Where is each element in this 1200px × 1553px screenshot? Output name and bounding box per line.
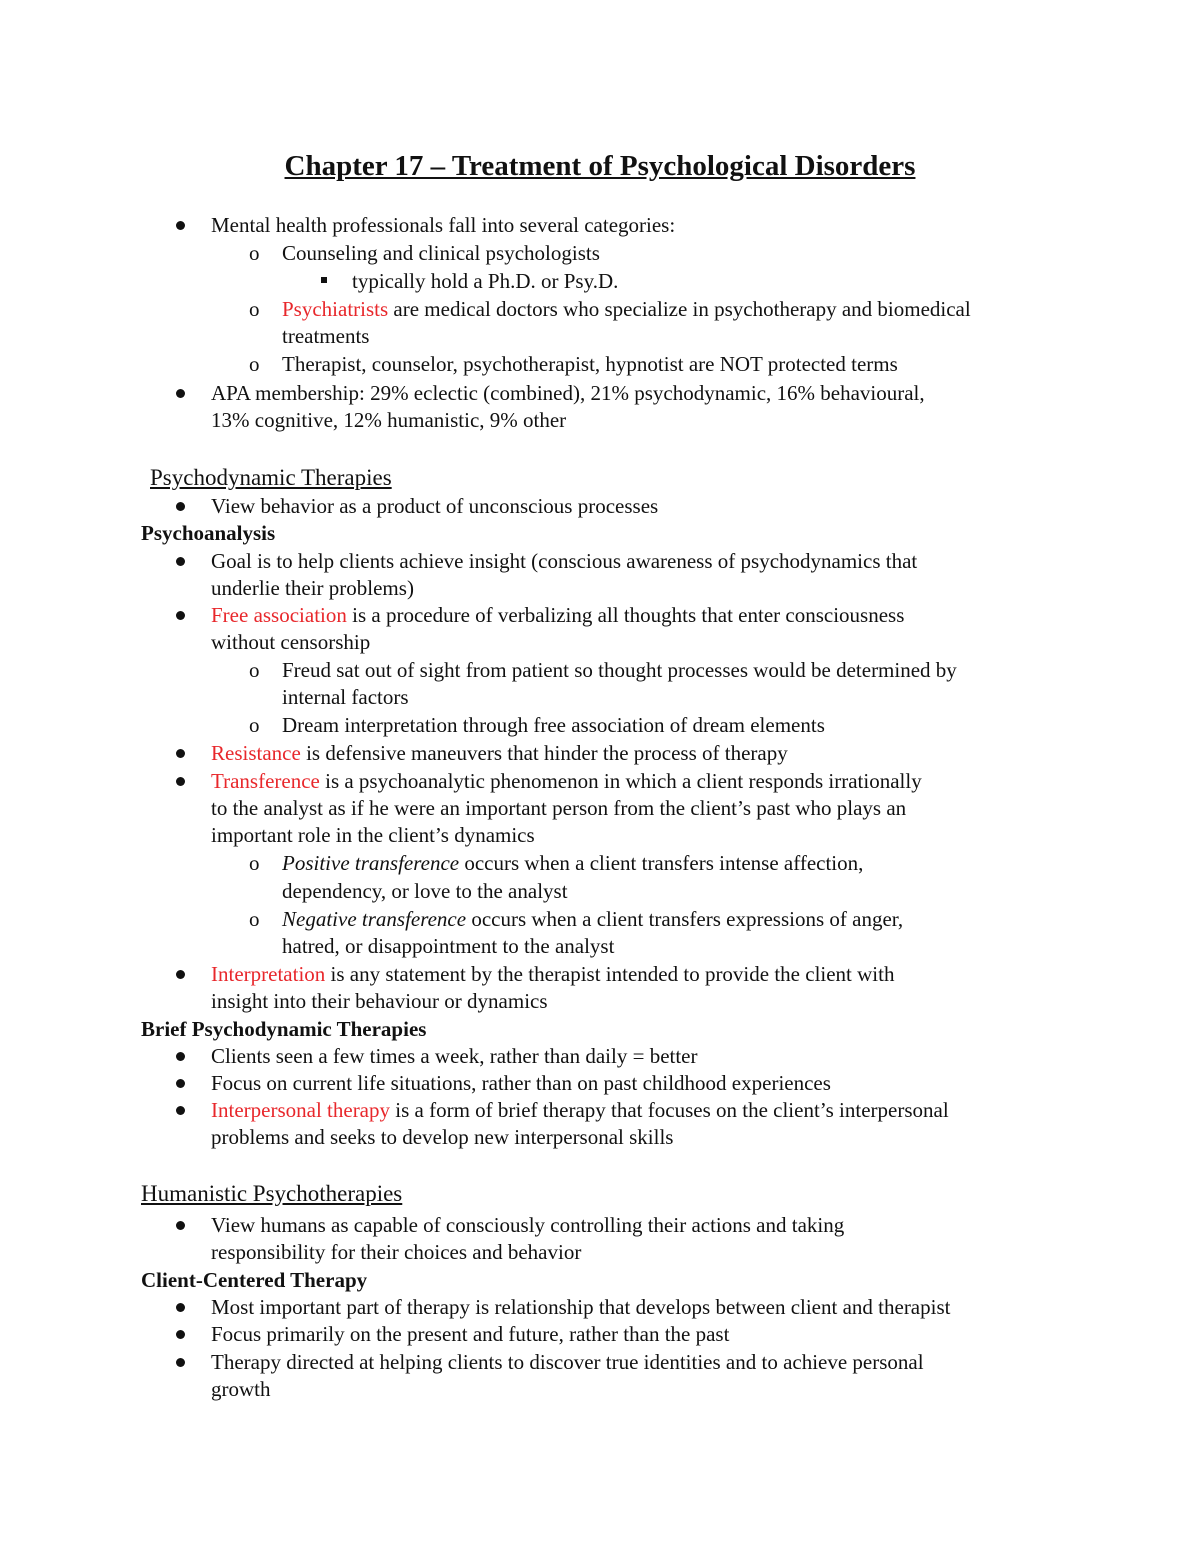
- key-term: Resistance: [211, 741, 301, 765]
- key-term: Interpersonal therapy: [211, 1098, 391, 1122]
- list-item: APA membership: 29% eclectic (combined), 21% psychodynamic, 16% behavioural,: [211, 381, 925, 405]
- bullet-disc: [176, 777, 185, 786]
- bullet-disc: [176, 1358, 185, 1367]
- key-term: Interpretation: [211, 962, 326, 986]
- bullet-disc: [176, 1052, 185, 1061]
- bullet-disc: [176, 1079, 185, 1088]
- list-item: View behavior as a product of unconscious processes: [211, 494, 659, 518]
- list-item-continued: hatred, or disappointment to the analyst: [282, 934, 615, 958]
- bullet-disc: [176, 557, 185, 566]
- bullet-circle: o: [249, 241, 260, 265]
- list-item: Transference is a psychoanalytic phenomenon in which a client responds irrationally: [211, 769, 922, 793]
- list-item-continued: responsibility for their choices and behavior: [211, 1240, 582, 1264]
- list-item: Negative transference occurs when a client transfers expressions of anger,: [282, 907, 904, 931]
- list-item-continued: treatments: [282, 324, 370, 348]
- bullet-circle: o: [249, 907, 260, 931]
- bullet-disc: [176, 389, 185, 398]
- bullet-disc: [176, 1221, 185, 1230]
- list-item: Resistance is defensive maneuvers that hinder the process of therapy: [211, 741, 788, 765]
- subsection-heading: Brief Psychodynamic Therapies: [141, 1017, 427, 1041]
- list-item: Positive transference occurs when a client transfers intense affection,: [282, 851, 864, 875]
- bullet-circle: o: [249, 713, 260, 737]
- bullet-disc: [176, 502, 185, 511]
- list-item-continued: important role in the client’s dynamics: [211, 823, 535, 847]
- key-term: Free association: [211, 603, 347, 627]
- emphasized-term: Positive transference: [282, 851, 460, 875]
- bullet-disc: [176, 1330, 185, 1339]
- bullet-disc: [176, 749, 185, 758]
- list-item: Free association is a procedure of verbalizing all thoughts that enter consciousness: [211, 603, 905, 627]
- bullet-circle: o: [249, 851, 260, 875]
- list-item: Focus on current life situations, rather than on past childhood experiences: [211, 1071, 831, 1095]
- section-heading: Humanistic Psychotherapies: [141, 1181, 403, 1206]
- list-item: View humans as capable of consciously controlling their actions and taking: [211, 1213, 845, 1237]
- bullet-disc: [176, 1303, 185, 1312]
- bullet-circle: o: [249, 352, 260, 376]
- bullet-circle: o: [249, 658, 260, 682]
- list-item-continued: dependency, or love to the analyst: [282, 879, 568, 903]
- bullet-disc: [176, 221, 185, 230]
- list-item: Freud sat out of sight from patient so thought processes would be determined by: [282, 658, 957, 682]
- list-item-continued: without censorship: [211, 630, 371, 654]
- list-item-continued: underlie their problems): [211, 576, 414, 600]
- list-item-continued: internal factors: [282, 685, 409, 709]
- list-item: Counseling and clinical psychologists: [282, 241, 600, 265]
- key-term: Psychiatrists: [282, 297, 389, 321]
- bullet-disc: [176, 1106, 185, 1115]
- subsection-heading: Client-Centered Therapy: [141, 1268, 368, 1292]
- list-item: Focus primarily on the present and future, rather than the past: [211, 1322, 730, 1346]
- key-term: Transference: [211, 769, 320, 793]
- bullet-circle: o: [249, 297, 260, 321]
- bullet-disc: [176, 611, 185, 620]
- bullet-square: [321, 277, 327, 283]
- list-item: Clients seen a few times a week, rather than daily = better: [211, 1044, 698, 1068]
- list-item: Interpersonal therapy is a form of brief therapy that focuses on the client’s interpersonal: [211, 1098, 949, 1122]
- list-item: Therapist, counselor, psychotherapist, hypnotist are NOT protected terms: [282, 352, 898, 376]
- bullet-disc: [176, 970, 185, 979]
- section-heading: Psychodynamic Therapies: [150, 465, 392, 490]
- page-title: Chapter 17 – Treatment of Psychological Disorders: [284, 150, 916, 182]
- list-item: Mental health professionals fall into several categories:: [211, 213, 676, 237]
- list-item-continued: growth: [211, 1377, 271, 1401]
- list-item-continued: problems and seeks to develop new interpersonal skills: [211, 1125, 674, 1149]
- emphasized-term: Negative transference: [282, 907, 467, 931]
- list-item: Therapy directed at helping clients to discover true identities and to achieve personal: [211, 1350, 924, 1374]
- list-item: Goal is to help clients achieve insight (conscious awareness of psychodynamics that: [211, 549, 918, 573]
- list-item: Dream interpretation through free association of dream elements: [282, 713, 825, 737]
- list-item-continued: to the analyst as if he were an important person from the client’s past who plays an: [211, 796, 907, 820]
- list-item: Psychiatrists are medical doctors who specialize in psychotherapy and biomedical: [282, 297, 971, 321]
- list-item: typically hold a Ph.D. or Psy.D.: [352, 269, 619, 293]
- list-item: Interpretation is any statement by the therapist intended to provide the client with: [211, 962, 895, 986]
- list-item-continued: insight into their behaviour or dynamics: [211, 989, 548, 1013]
- list-item: Most important part of therapy is relationship that develops between client and therapist: [211, 1295, 951, 1319]
- list-item-continued: 13% cognitive, 12% humanistic, 9% other: [211, 408, 567, 432]
- subsection-heading: Psychoanalysis: [141, 521, 276, 545]
